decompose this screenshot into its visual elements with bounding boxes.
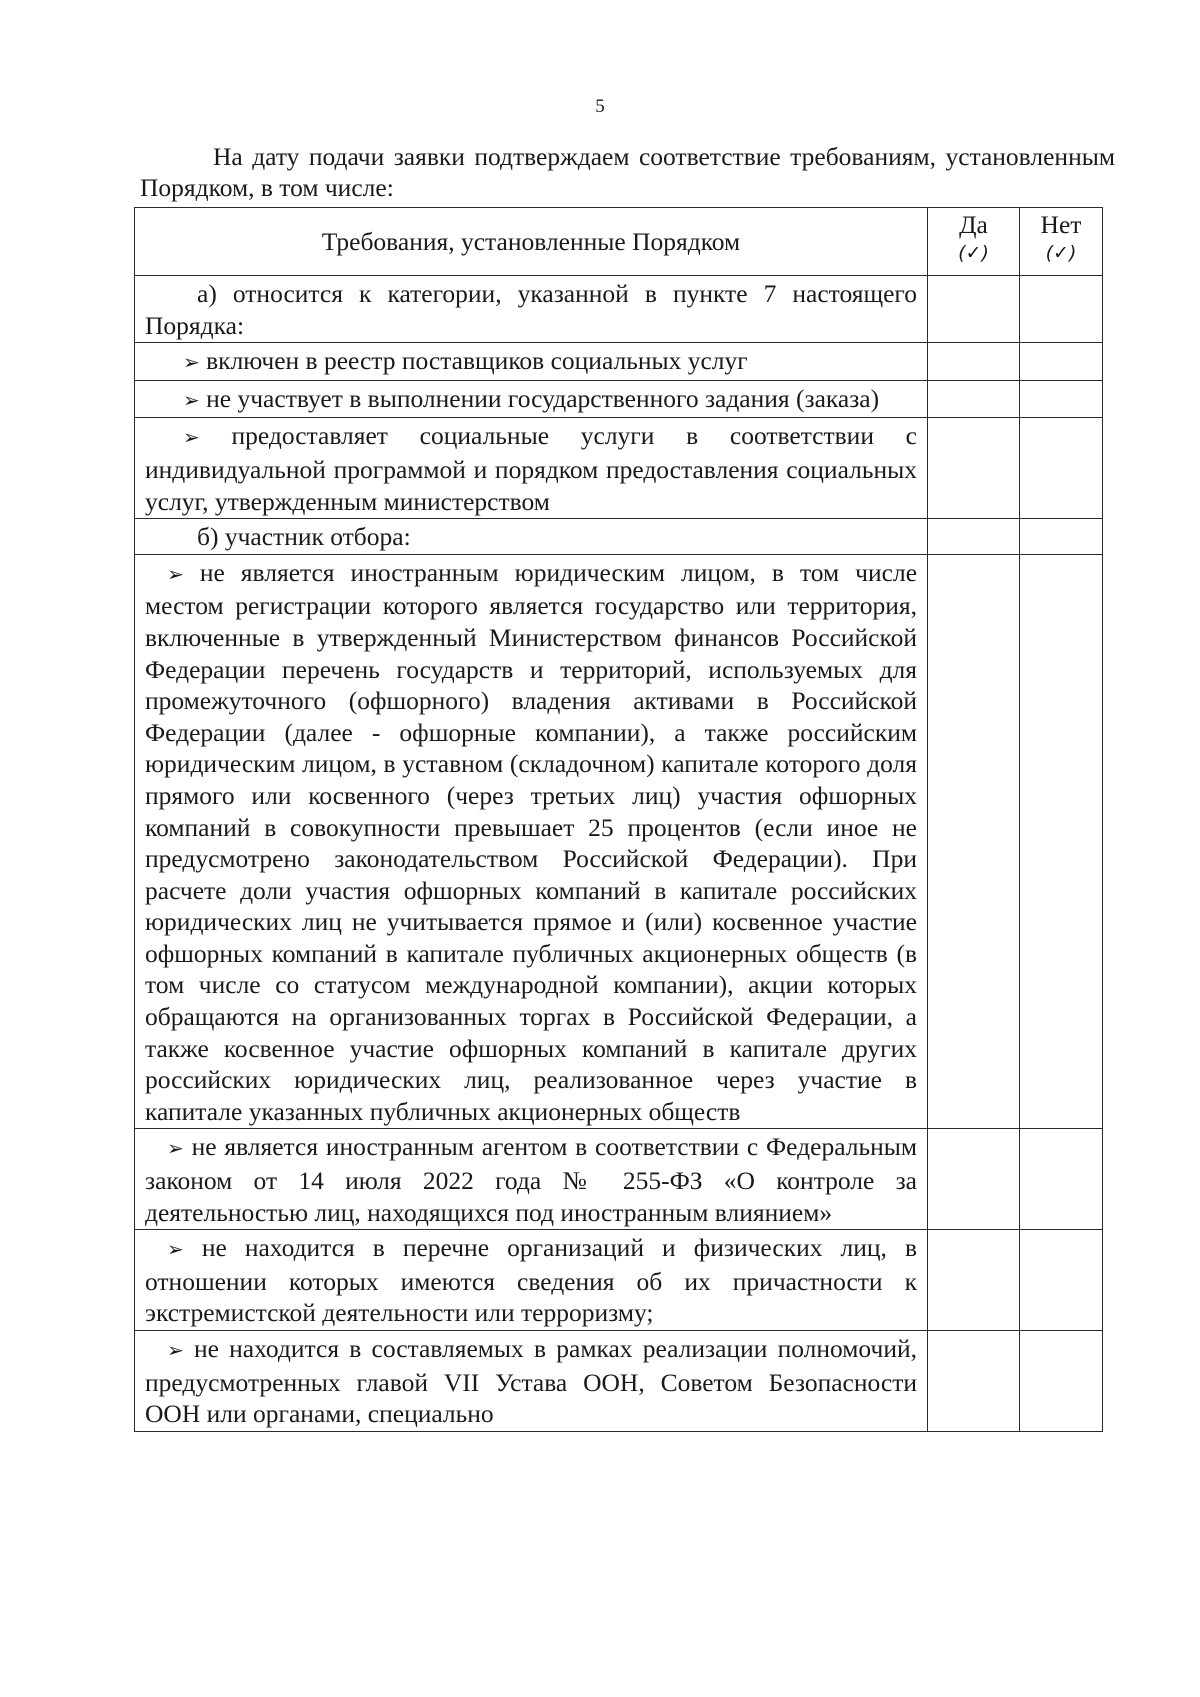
table-row bbox=[135, 519, 1103, 555]
yes-cell[interactable] bbox=[928, 1230, 1020, 1331]
no-cell[interactable] bbox=[1020, 418, 1103, 519]
arrow-bullet-icon: ➢ bbox=[167, 561, 184, 586]
intro-paragraph: На дату подачи заявки подтверждаем соответствие требованиям, установленным Порядком, в том числе: bbox=[140, 142, 1115, 202]
row-text: а) относится к категории, указанной в пункте 7 настоящего Порядка: bbox=[145, 279, 917, 340]
yes-cell[interactable] bbox=[928, 380, 1020, 418]
yes-cell[interactable] bbox=[928, 276, 1020, 343]
check-mark-icon: (✓) bbox=[1045, 242, 1077, 264]
arrow-bullet-icon: ➢ bbox=[167, 1136, 184, 1161]
header-no bbox=[1020, 208, 1103, 276]
yes-cell[interactable] bbox=[928, 554, 1020, 1129]
no-cell[interactable] bbox=[1020, 1331, 1103, 1432]
no-cell[interactable] bbox=[1020, 1230, 1103, 1331]
header-yes-label: Да bbox=[959, 210, 988, 239]
header-no-label: Нет bbox=[1040, 210, 1082, 239]
requirement-item bbox=[135, 343, 928, 381]
yes-cell[interactable] bbox=[928, 1331, 1020, 1432]
arrow-bullet-icon: ➢ bbox=[167, 1237, 184, 1262]
no-cell[interactable] bbox=[1020, 276, 1103, 343]
header-requirements: Требования, установленные Порядком bbox=[135, 208, 928, 276]
table-row bbox=[135, 343, 1103, 381]
section-a-label bbox=[135, 276, 928, 343]
no-cell[interactable] bbox=[1020, 380, 1103, 418]
check-mark-icon: (✓) bbox=[958, 242, 989, 264]
no-cell[interactable] bbox=[1020, 519, 1103, 555]
row-text: не находится в перечне организаций и физических лиц, в отношении которых имеются сведения об их причастности к экстремистской деятельности или терроризму; bbox=[145, 1233, 917, 1328]
no-cell[interactable] bbox=[1020, 1129, 1103, 1230]
row-text: предоставляет социальные услуги в соответствии с индивидуальной программой и порядком предоставления социальных услуг, утвержденным министерством bbox=[145, 421, 918, 516]
row-text: не находится в составляемых в рамках реализации полномочий, предусмотренных главой VII Устава ООН, Советом Безопасности ООН или органами, специально bbox=[145, 1334, 917, 1429]
arrow-bullet-icon: ➢ bbox=[167, 1338, 184, 1362]
no-cell[interactable] bbox=[1020, 343, 1103, 381]
requirement-item bbox=[135, 418, 928, 519]
requirement-item bbox=[135, 554, 928, 1129]
header-yes bbox=[928, 208, 1020, 276]
page-number: 5 bbox=[595, 96, 605, 117]
row-text: не участвует в выполнении государственного задания (заказа) bbox=[206, 383, 880, 413]
table-row bbox=[135, 1129, 1103, 1230]
arrow-bullet-icon: ➢ bbox=[183, 387, 200, 412]
requirement-item bbox=[135, 1129, 928, 1230]
requirement-item bbox=[135, 380, 928, 418]
row-text: не является иностранным юридическим лицом, в том числе местом регистрации которого является государство или территория, включенные в утвержденный Министерством финансов Российской Федерации перечень государств и территорий, используемых для промежуточного (офшорного) владения активами в Российской Федерации (далее - офшорные компании), а также российским юридическим лицом, в уставном (складочном) капитале которого доля прямого или косвенного (через третьих лиц) участия офшорных компаний в совокупности превышает 25 процентов (если иное не предусмотрено законодательством Российской Федерации). При расчете доли участия офшорных компаний в капитале российских юридических лиц не учитывается прямое и (или) косвенное участие офшорных компаний в капитале публичных акционерных обществ (в том числе со статусом международной компании), акции которых обращаются на организованных торгах в Российской Федерации, а также косвенное участие офшорных компаний в капитале других российских юридических лиц, реализованное через участие в капитале указанных публичных акционерных обществ bbox=[145, 557, 918, 1126]
section-b-label bbox=[135, 519, 928, 555]
requirement-item bbox=[135, 1331, 928, 1432]
yes-cell[interactable] bbox=[928, 1129, 1020, 1230]
requirements-table bbox=[134, 207, 1103, 1432]
no-cell[interactable] bbox=[1020, 554, 1103, 1129]
requirement-item bbox=[135, 1230, 928, 1331]
arrow-bullet-icon: ➢ bbox=[183, 350, 200, 375]
table-header-row bbox=[135, 208, 1103, 276]
yes-cell[interactable] bbox=[928, 418, 1020, 519]
table-row bbox=[135, 1331, 1103, 1432]
yes-cell[interactable] bbox=[928, 343, 1020, 381]
table-row bbox=[135, 418, 1103, 519]
yes-cell[interactable] bbox=[928, 519, 1020, 555]
table-row bbox=[135, 1230, 1103, 1331]
table-row bbox=[135, 380, 1103, 418]
arrow-bullet-icon: ➢ bbox=[183, 425, 200, 450]
row-text: не является иностранным агентом в соответствии с Федеральным законом от 14 июля 2022 года № 255-ФЗ «О контроле за деятельностью лиц, находящихся под иностранным влиянием» bbox=[145, 1132, 918, 1227]
table-row bbox=[135, 554, 1103, 1129]
table-row bbox=[135, 276, 1103, 343]
row-text: б) участник отбора: bbox=[197, 522, 411, 552]
row-text: включен в реестр поставщиков социальных услуг bbox=[206, 346, 748, 376]
